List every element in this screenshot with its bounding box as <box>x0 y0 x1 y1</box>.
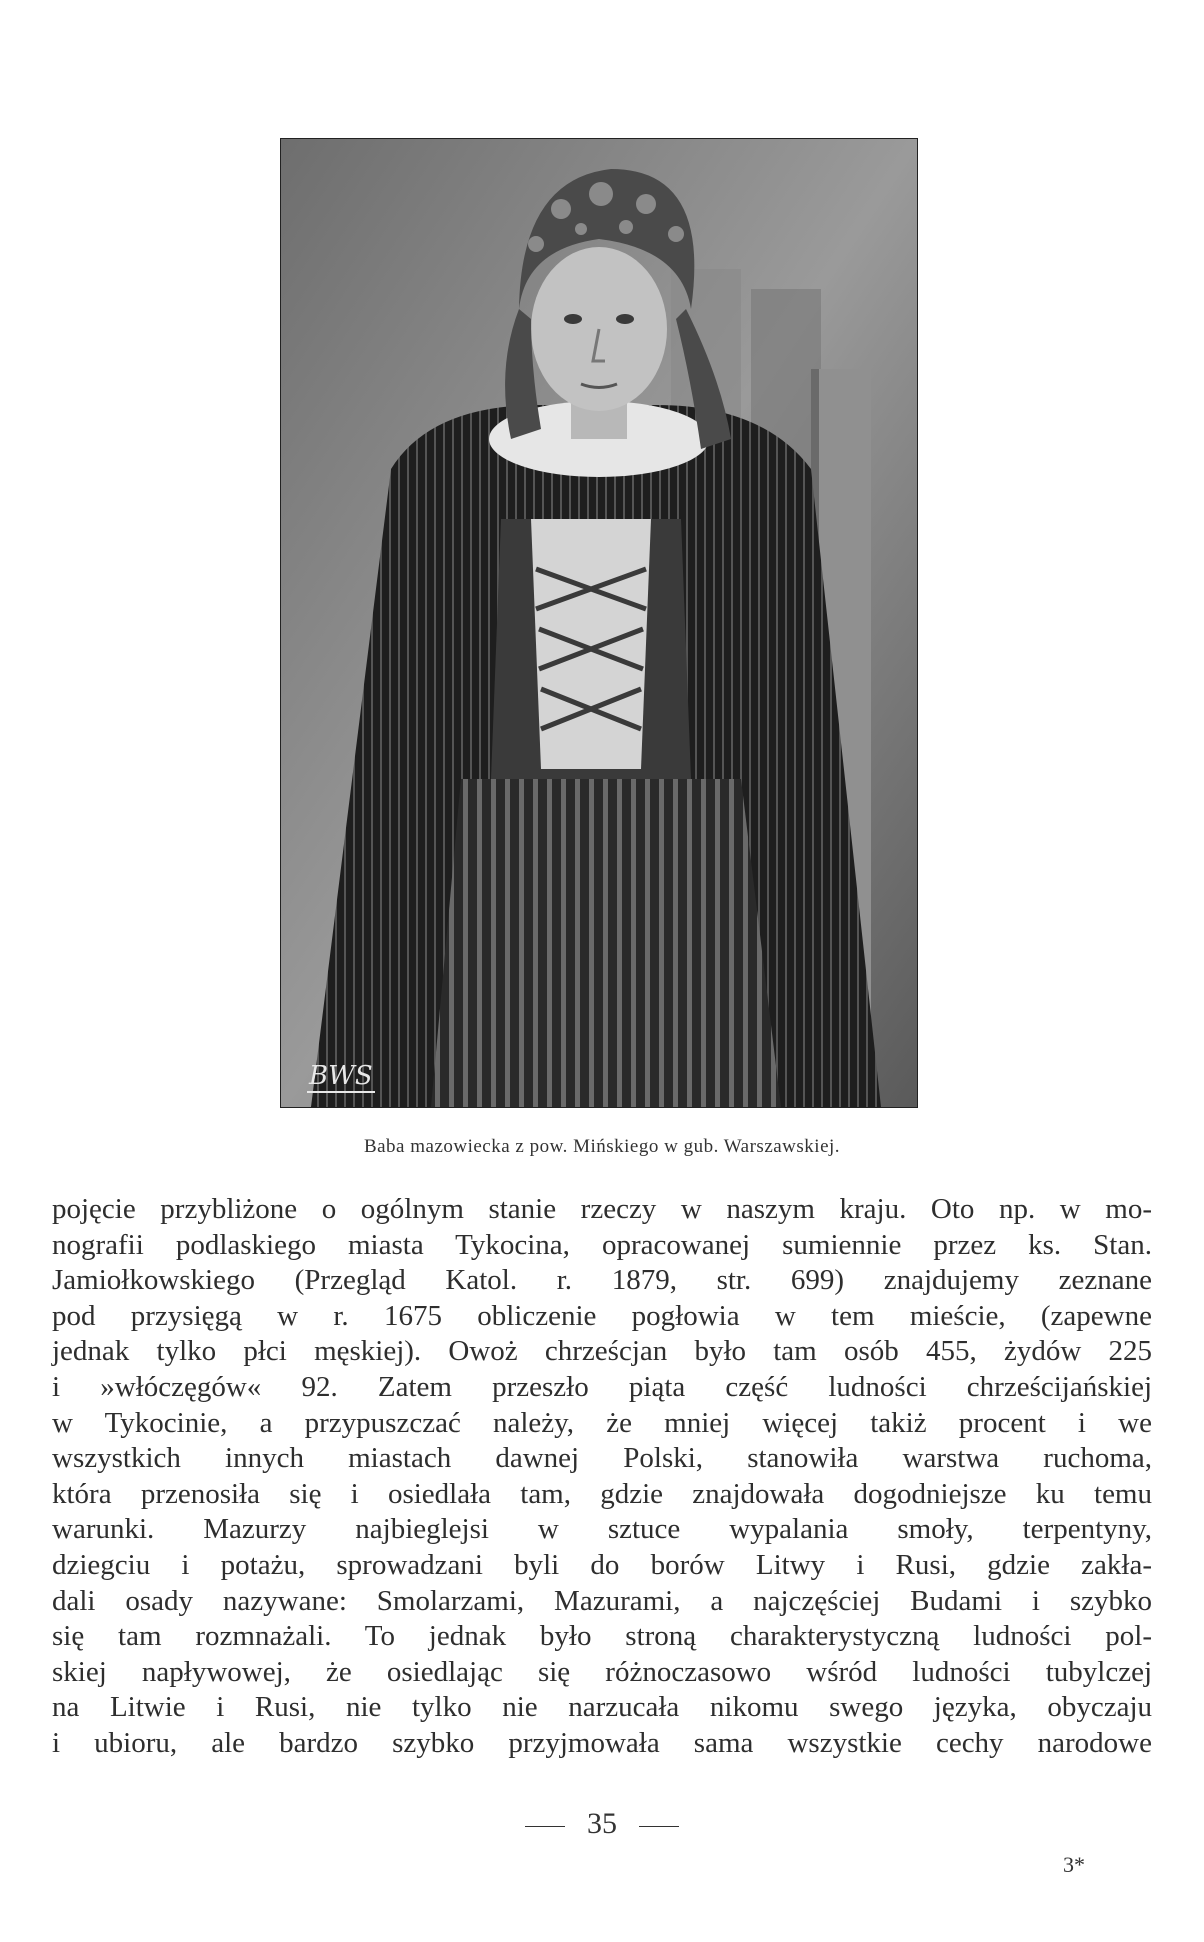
text-line: nografii podlaskiego miasta Tykocina, opracowanej sumiennie przez ks. Stan. <box>52 1228 1152 1261</box>
text-line: wszystkich innych miastach dawnej Polski, stanowiła warstwa ruchoma, <box>52 1442 1152 1475</box>
text-line: pod przysięgą w r. 1675 obliczenie pogłowia w tem mieście, (zapewne <box>52 1299 1152 1332</box>
text-line: Jamiołkowskiego (Przegląd Katol. r. 1879, str. 699) znajdujemy zeznane <box>52 1264 1152 1297</box>
text-line: się tam rozmnażali. To jednak było stroną charakterystyczną ludności pol- <box>52 1620 1152 1653</box>
text-line: dziegciu i potażu, sprowadzani byli do borów Litwy i Rusi, gdzie zakła- <box>52 1548 1152 1581</box>
portrait-photo-icon <box>281 139 917 1107</box>
text-line: w Tykocinie, a przypuszczać należy, że mniej więcej takiż procent i we <box>52 1406 1152 1439</box>
text-line: skiej napływowej, że osiedlając się różnoczasowo wśród ludności tubylczej <box>52 1655 1152 1688</box>
page-number-value: 35 <box>587 1807 617 1840</box>
signature-mark: 3* <box>1063 1852 1085 1877</box>
text-line: jednak tylko płci męskiej). Owoż chrześcjan było tam osób 455, żydów 225 <box>52 1335 1152 1368</box>
text-line: warunki. Mazurzy najbieglejsi w sztuce wypalania smoły, terpentyny, <box>52 1513 1152 1546</box>
text-line: i ubioru, ale bardzo szybko przyjmowała sama wszystkie cechy narodowe <box>52 1726 1152 1759</box>
text-line: dali osady nazywane: Smolarzami, Mazurami, a najczęściej Budami i szybko <box>52 1584 1152 1617</box>
page-number <box>0 1807 1204 1841</box>
dash-right <box>639 1826 679 1827</box>
dash-left <box>525 1826 565 1827</box>
body-text <box>52 1192 1152 1762</box>
text-line: która przenosiła się i osiedlała tam, gdzie znajdowała dogodniejsze ku temu <box>52 1477 1152 1510</box>
photo-caption: Baba mazowiecka z pow. Mińskiego w gub. Warszawskiej. <box>363 1136 841 1157</box>
text-line: i »włóczęgów« 92. Zatem przeszło piąta część ludności chrześcijańskiej <box>52 1370 1152 1403</box>
text-line: na Litwie i Rusi, nie tylko nie narzucała nikomu swego języka, obyczaju <box>52 1691 1152 1724</box>
text-line: pojęcie przybliżone o ogólnym stanie rzeczy w naszym kraju. Oto np. w mo- <box>52 1193 1152 1225</box>
portrait-photograph <box>280 138 918 1108</box>
photographer-monogram: BWS <box>309 1061 373 1091</box>
